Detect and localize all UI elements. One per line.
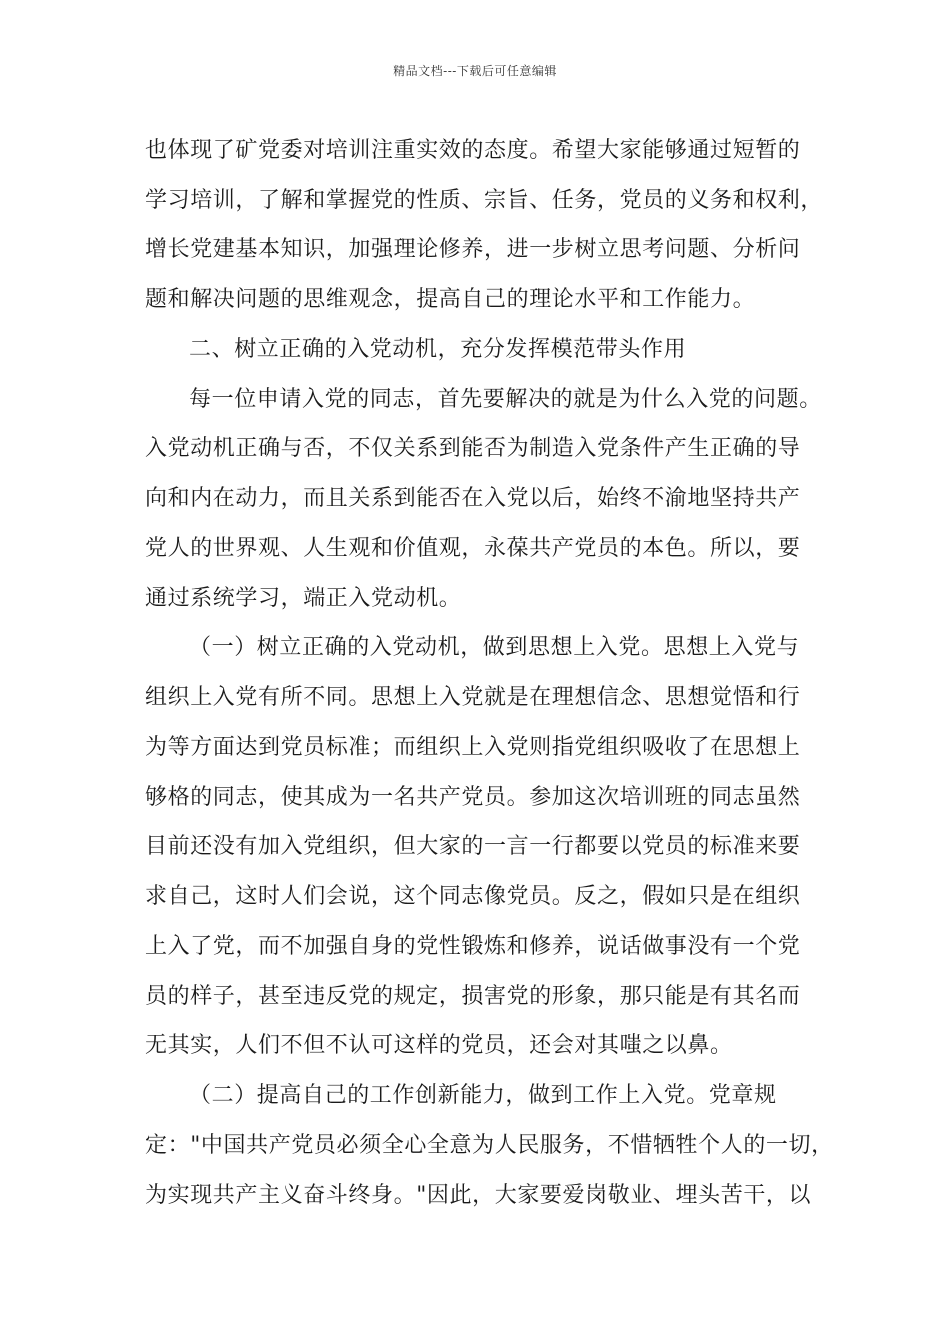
body-line: 通过系统学习，端正入党动机。 [145, 586, 462, 611]
section-heading: 二、树立正确的入党动机，充分发挥模范带头作用 [189, 337, 687, 362]
body-line: 上入了党，而不加强自身的党性锻炼和修养，说话做事没有一个党 [145, 934, 801, 959]
body-line: 为实现共产主义奋斗终身。"因此，大家要爱岗敬业、埋头苦干，以 [145, 1183, 812, 1208]
body-line: 定："中国共产党员必须全心全意为人民服务，不惜牺牲个人的一切， [145, 1133, 834, 1158]
body-line: 员的样子，甚至违反党的规定，损害党的形象，那只能是有其名而 [145, 984, 801, 1009]
body-line: 够格的同志，使其成为一名共产党员。参加这次培训班的同志虽然 [145, 785, 801, 810]
body-line: 无其实，人们不但不认可这样的党员，还会对其嗤之以鼻。 [145, 1033, 733, 1058]
page-header: 精品文档---下载后可任意编辑 [393, 64, 557, 78]
body-line: 增长党建基本知识，加强理论修养，进一步树立思考问题、分析问 [145, 237, 801, 262]
body-line: 向和内在动力，而且关系到能否在入党以后，始终不渝地坚持共产 [145, 486, 801, 511]
subsection-heading-1: （一）树立正确的入党动机，做到思想上入党。思想上入党与 [189, 635, 800, 660]
body-line: 入党动机正确与否，不仅关系到能否为制造入党条件产生正确的导 [145, 436, 801, 461]
body-line: 党人的世界观、人生观和价值观，永葆共产党员的本色。所以，要 [145, 536, 801, 561]
body-line: 求自己，这时人们会说，这个同志像党员。反之，假如只是在组织 [145, 884, 801, 909]
body-line: 每一位申请入党的同志，首先要解决的就是为什么入党的问题。 [189, 387, 822, 412]
body-line: 目前还没有加入党组织，但大家的一言一行都要以党员的标准来要 [145, 834, 801, 859]
subsection-heading-2: （二）提高自己的工作创新能力，做到工作上入党。党章规 [189, 1083, 777, 1108]
body-line: 为等方面达到党员标准；而组织上入党则指党组织吸收了在思想上 [145, 735, 801, 760]
body-line: 也体现了矿党委对培训注重实效的态度。希望大家能够通过短暂的 [145, 138, 801, 163]
body-line: 组织上入党有所不同。思想上入党就是在理想信念、思想觉悟和行 [145, 685, 801, 710]
body-line: 学习培训，了解和掌握党的性质、宗旨、任务，党员的义务和权利， [145, 188, 824, 213]
body-line: 题和解决问题的思维观念，提高自己的理论水平和工作能力。 [145, 287, 756, 312]
